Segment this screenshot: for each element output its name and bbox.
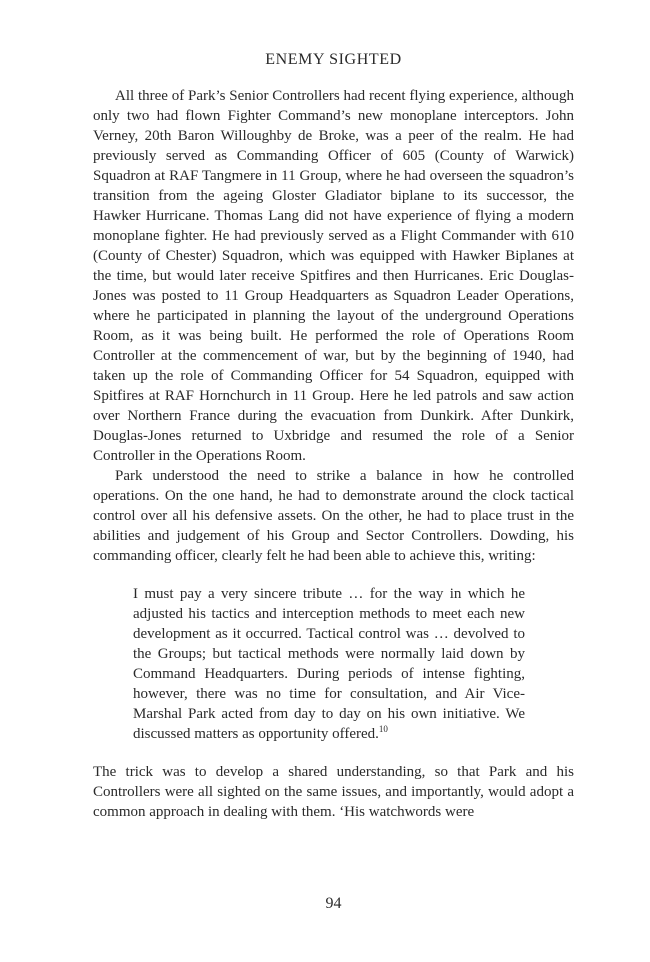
paragraph-shared-understanding: The trick was to develop a shared understanding, so that Park and his Controllers were all sighted on the same issues, and importantly, would adopt a common approach in dealing with them. ‘His watchwords were bbox=[93, 764, 574, 820]
quote-text: I must pay a very sincere tribute … for the way in which he adjusted his tactics and interception methods to meet each new development as it occurred. Tactical control was … devolved to the Groups; but tactical methods were normally laid down by Command Headquarters. During periods of intense fighting, however, there was no time for consultation, and Air Vice-Marshal Park acted from day to day on his own initiative. We discussed matters as opportunity offered. bbox=[133, 586, 525, 742]
block-quote-dowding bbox=[133, 584, 525, 744]
book-page bbox=[93, 0, 574, 962]
paragraph-senior-controllers: All three of Park’s Senior Controllers had recent flying experience, although only two had flown Fighter Command’s new monoplane interceptors. John Verney, 20th Baron Willoughby de Broke, was a peer of the realm. He had previously served as Commanding Officer of 605 (County of Warwick) Squadron at RAF Tangmere in 11 Group, where he had overseen the squadron’s transition from the ageing Gloster Gladiator biplane to its successor, the Hawker Hurricane. Thomas Lang did not have experience of flying a modern monoplane fighter. He had previously served as a Flight Commander with 610 (County of Chester) Squadron, which was equipped with Hawker Biplanes at the time, but would later receive Spitfires and then Hurricanes. Eric Douglas-Jones was posted to 11 Group Headquarters as Squadron Leader Operations, where he participated in planning the layout of the underground Operations Room, as it was being built. He performed the role of Operations Room Controller at the commencement of war, but by the beginning of 1940, had taken up the role of Commanding Officer for 54 Squadron, equipped with Spitfires at RAF Hornchurch in 11 Group. Here he led patrols and saw action over Northern France during the evacuation from Dunkirk. After Dunkirk, Douglas-Jones returned to Uxbridge and resumed the role of a Senior Controller in the Operations Room. bbox=[93, 88, 574, 464]
running-head: ENEMY SIGHTED bbox=[265, 51, 402, 68]
body-text bbox=[93, 86, 574, 822]
footnote-reference: 10 bbox=[378, 724, 388, 734]
paragraph-park-balance: Park understood the need to strike a balance in how he controlled operations. On the one hand, he had to demonstrate around the clock tactical control over all his defensive assets. On the other, he had to place trust in the abilities and judgement of his Group and Sector Controllers. Dowding, his commanding officer, clearly felt he had been able to achieve this, writing: bbox=[93, 468, 574, 564]
page-number: 94 bbox=[325, 895, 342, 912]
